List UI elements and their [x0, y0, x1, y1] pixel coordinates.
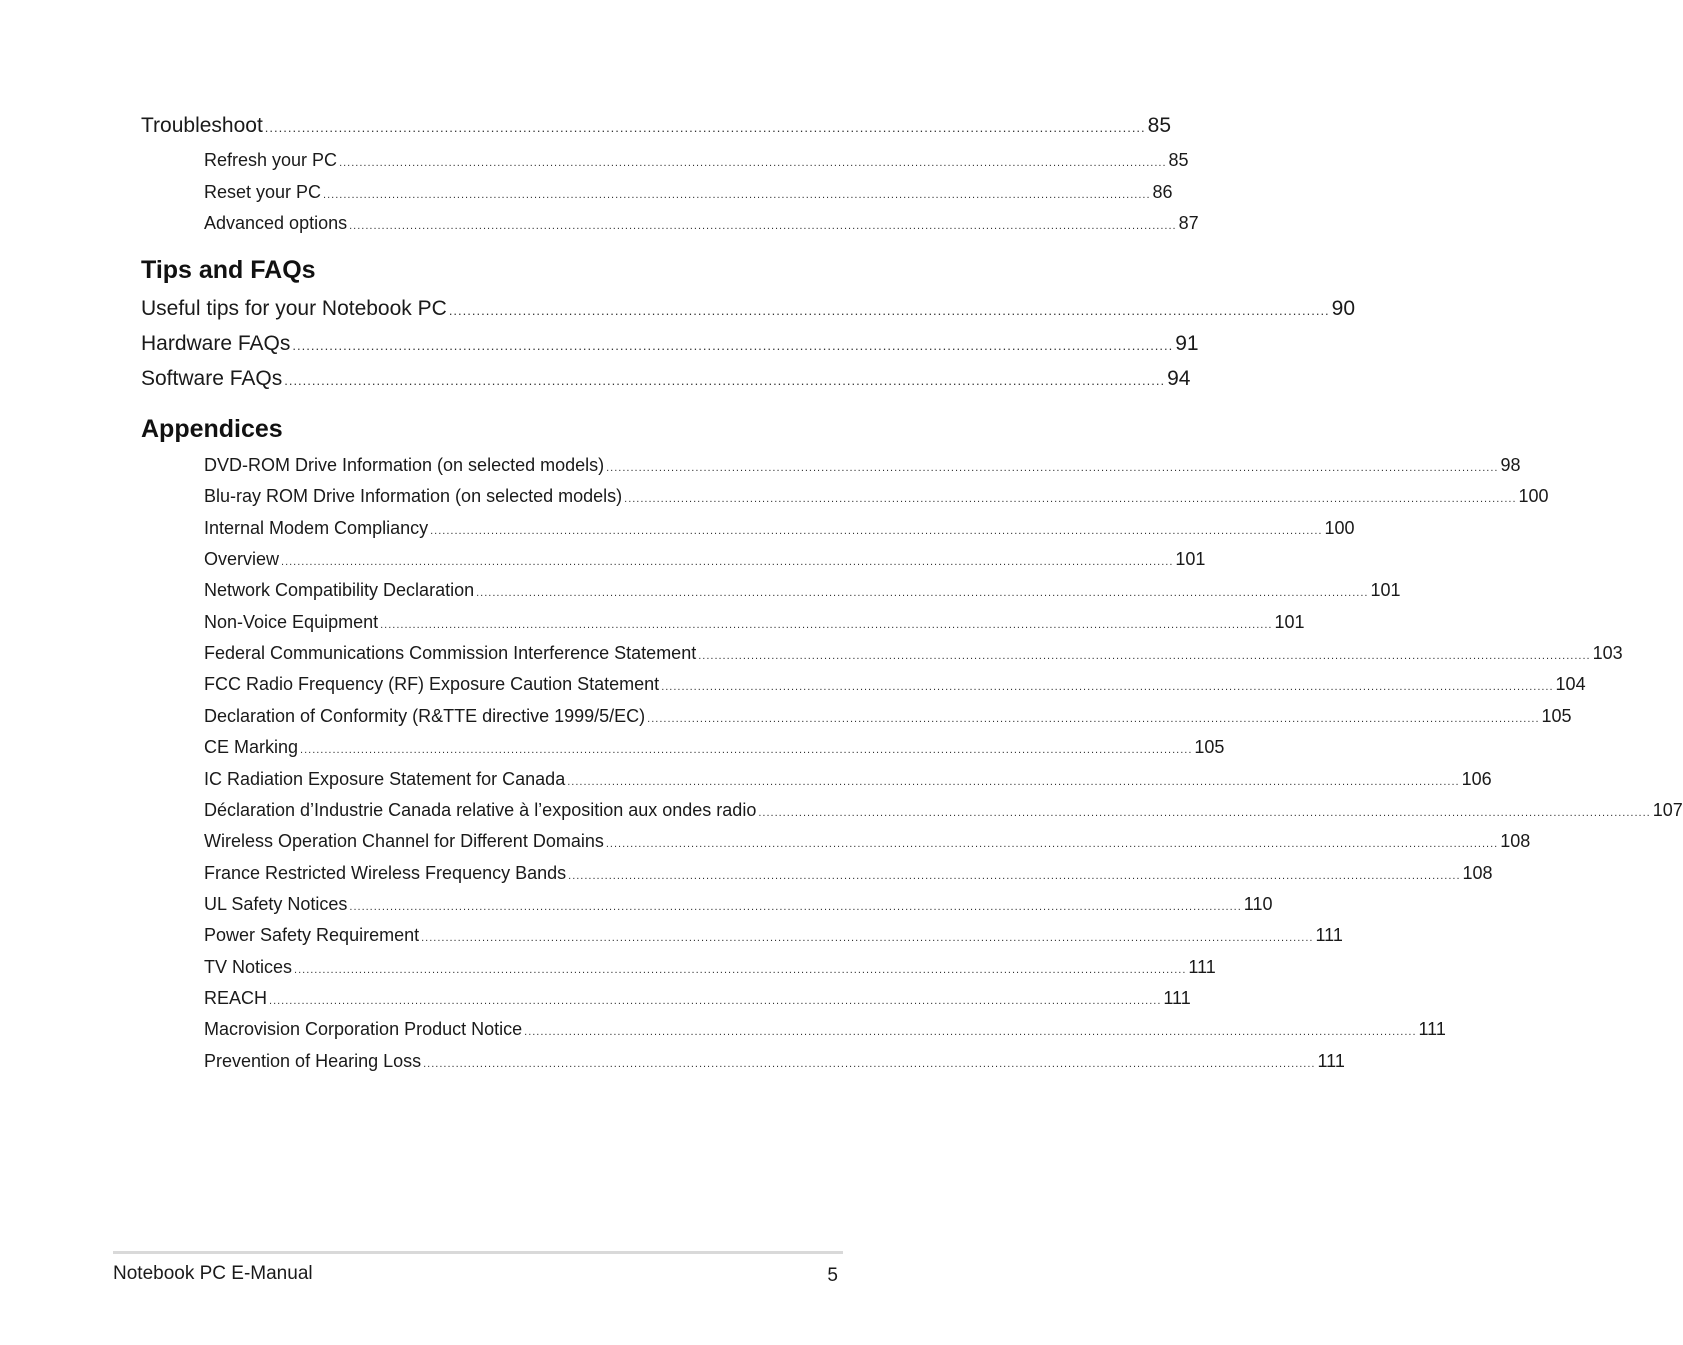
toc-entry-label: Reset your PC: [204, 182, 322, 202]
toc-entry-label: Advanced options: [204, 213, 348, 233]
toc-entry-label: Déclaration d’Industrie Canada relative à l’exposition aux ondes radio: [204, 799, 757, 820]
dot-leader: ............................................................................................................................................................................................................................: [349, 900, 1242, 913]
toc-page-number: 91: [1175, 332, 1199, 355]
dot-leader: ............................................................................................................................................................................................................................: [758, 806, 1651, 819]
toc-page-number: 90: [1331, 297, 1356, 320]
toc-subentry[interactable]: [204, 517, 1355, 542]
toc-subentry[interactable]: [204, 1050, 1345, 1075]
dot-leader: ...............................................................................................................................................................................................: [264, 120, 1146, 135]
toc-subentry[interactable]: [204, 862, 1493, 887]
footer-divider: [113, 1251, 843, 1254]
toc-subentry[interactable]: [204, 893, 1273, 918]
toc-subentry[interactable]: [204, 1018, 1446, 1043]
dot-leader: ............................................................................................................................................................................................................................: [567, 775, 1460, 788]
toc-subentry[interactable]: [204, 579, 1401, 604]
toc-page-number: 111: [1315, 925, 1343, 946]
dot-leader: ...............................................................................................................................................................................................: [448, 303, 1330, 318]
dot-leader: ............................................................................................................................................................................................................................: [605, 838, 1499, 851]
dot-leader: ............................................................................................................................................................................................................................: [647, 712, 1540, 725]
toc-subentry[interactable]: [204, 149, 1189, 174]
toc-entry-label: Software FAQs: [141, 367, 283, 390]
toc-entry-label: UL Safety Notices: [204, 893, 348, 914]
toc-subentry[interactable]: [204, 673, 1586, 698]
toc-page-number: 98: [1500, 455, 1521, 475]
toc-subentry[interactable]: [204, 611, 1305, 636]
toc-subentry[interactable]: [204, 987, 1191, 1012]
toc-page-number: 108: [1500, 831, 1531, 852]
toc-subentry[interactable]: [204, 548, 1206, 573]
dot-leader: ...............................................................................................................................................................................................: [284, 373, 1166, 388]
dot-leader: ............................................................................................................................................................................................................................: [269, 994, 1162, 1007]
dot-leader: ............................................................................................................................................................................................................................: [524, 1026, 1417, 1039]
toc-page-number: 85: [1168, 150, 1189, 170]
toc-subentry[interactable]: [204, 454, 1521, 479]
toc-entry[interactable]: [141, 366, 1191, 394]
toc-entry-label: France Restricted Wireless Frequency Bands: [204, 862, 567, 883]
toc-page-number: 86: [1152, 182, 1173, 202]
dot-leader: ............................................................................................................................................................................................................................: [294, 963, 1187, 976]
toc-page-number: 111: [1163, 987, 1191, 1008]
toc-page-number: 105: [1194, 737, 1225, 758]
dot-leader: ............................................................................................................................................................................................................: [323, 189, 1151, 201]
toc-page-number: 108: [1462, 862, 1493, 883]
toc-entry-label: TV Notices: [204, 956, 293, 977]
toc-page-number: 111: [1188, 956, 1216, 977]
toc-entry-label: Troubleshoot: [141, 114, 263, 137]
toc-subentry[interactable]: [204, 799, 1683, 824]
toc-subentry[interactable]: [204, 736, 1225, 761]
toc-entry-label: Federal Communications Commission Interference Statement: [204, 643, 697, 664]
dot-leader: ............................................................................................................................................................................................................................: [423, 1057, 1316, 1070]
dot-leader: ...............................................................................................................................................................................................: [292, 338, 1174, 353]
toc-page-number: 106: [1461, 768, 1492, 789]
toc-page-number: 111: [1418, 1019, 1446, 1040]
dot-leader: ............................................................................................................................................................................................................................: [380, 618, 1273, 631]
toc-page-number: 104: [1555, 674, 1586, 695]
dot-leader: ............................................................................................................................................................................................................................: [661, 681, 1554, 694]
dot-leader: ............................................................................................................................................................................................................................: [624, 493, 1517, 506]
footer-page-number: 5: [827, 1265, 838, 1286]
footer-manual-title: Notebook PC E-Manual: [113, 1263, 313, 1284]
toc-subentry[interactable]: [204, 642, 1623, 667]
dot-leader: ............................................................................................................................................................................................................................: [281, 556, 1174, 569]
toc-entry-label: Power Safety Requirement: [204, 925, 420, 946]
dot-leader: ............................................................................................................................................................................................................................: [430, 524, 1323, 537]
toc-page-number: 94: [1167, 367, 1191, 390]
toc-entry[interactable]: [141, 331, 1199, 359]
toc-entry-label: Network Compatibility Declaration: [204, 580, 475, 601]
dot-leader: ............................................................................................................................................................................................................................: [606, 462, 1499, 474]
toc-entry-label: Useful tips for your Notebook PC: [141, 297, 447, 320]
toc-entry-label: Refresh your PC: [204, 150, 338, 170]
dot-leader: ............................................................................................................................................................................................................: [339, 157, 1167, 169]
toc-entry-label: Declaration of Conformity (R&TTE directive 1999/5/EC): [204, 705, 646, 726]
toc-entry-label: Non-Voice Equipment: [204, 611, 379, 632]
dot-leader: ............................................................................................................................................................................................................................: [476, 587, 1369, 600]
toc-subentry[interactable]: [204, 485, 1549, 510]
toc-entry-label: Hardware FAQs: [141, 332, 291, 355]
toc-entry-label: Wireless Operation Channel for Different Domains: [204, 831, 604, 852]
toc-page-number: 111: [1317, 1050, 1345, 1071]
toc-entry-troubleshoot[interactable]: [141, 113, 1172, 141]
toc-entry-label: Internal Modem Compliancy: [204, 517, 429, 538]
toc-page-number: 101: [1175, 549, 1206, 570]
toc-entry-label: FCC Radio Frequency (RF) Exposure Caution Statement: [204, 674, 660, 695]
toc-subentry[interactable]: [204, 924, 1343, 949]
dot-leader: ............................................................................................................................................................................................................: [349, 220, 1177, 232]
toc-page-number: 87: [1178, 213, 1199, 233]
toc-page-number: 101: [1274, 611, 1305, 632]
toc-entry[interactable]: [141, 296, 1356, 324]
toc-entry-label: Blu-ray ROM Drive Information (on selected models): [204, 486, 623, 507]
toc-entry-label: DVD-ROM Drive Information (on selected models): [204, 455, 605, 475]
toc-entry-label: IC Radiation Exposure Statement for Canada: [204, 768, 566, 789]
toc-page-number: 107: [1652, 799, 1683, 820]
toc-subentry[interactable]: [204, 705, 1572, 730]
dot-leader: ............................................................................................................................................................................................................................: [421, 932, 1314, 945]
toc-page-number: 103: [1592, 643, 1623, 664]
toc-page-number: 100: [1518, 486, 1549, 507]
toc-page-number: 85: [1147, 114, 1172, 137]
dot-leader: ............................................................................................................................................................................................................................: [300, 744, 1193, 757]
toc-entry-label: Macrovision Corporation Product Notice: [204, 1019, 523, 1040]
toc-page-number: 100: [1324, 517, 1355, 538]
toc-subentry[interactable]: [204, 212, 1199, 237]
toc-page-number: 105: [1541, 705, 1572, 726]
toc-entry-label: Prevention of Hearing Loss: [204, 1050, 422, 1071]
section-heading-appendices: Appendices: [141, 415, 283, 443]
toc-subentry[interactable]: [204, 956, 1216, 981]
toc-page-number: 110: [1243, 893, 1273, 914]
toc-subentry[interactable]: [204, 181, 1173, 206]
section-heading-tips: Tips and FAQs: [141, 256, 316, 284]
toc-subentry[interactable]: [204, 830, 1531, 855]
toc-page-number: 101: [1370, 580, 1401, 601]
dot-leader: ............................................................................................................................................................................................................................: [698, 650, 1591, 663]
toc-entry-label: CE Marking: [204, 737, 299, 758]
dot-leader: ............................................................................................................................................................................................................................: [568, 869, 1461, 882]
toc-entry-label: Overview: [204, 549, 280, 570]
toc-entry-label: REACH: [204, 987, 268, 1008]
toc-subentry[interactable]: [204, 768, 1492, 793]
